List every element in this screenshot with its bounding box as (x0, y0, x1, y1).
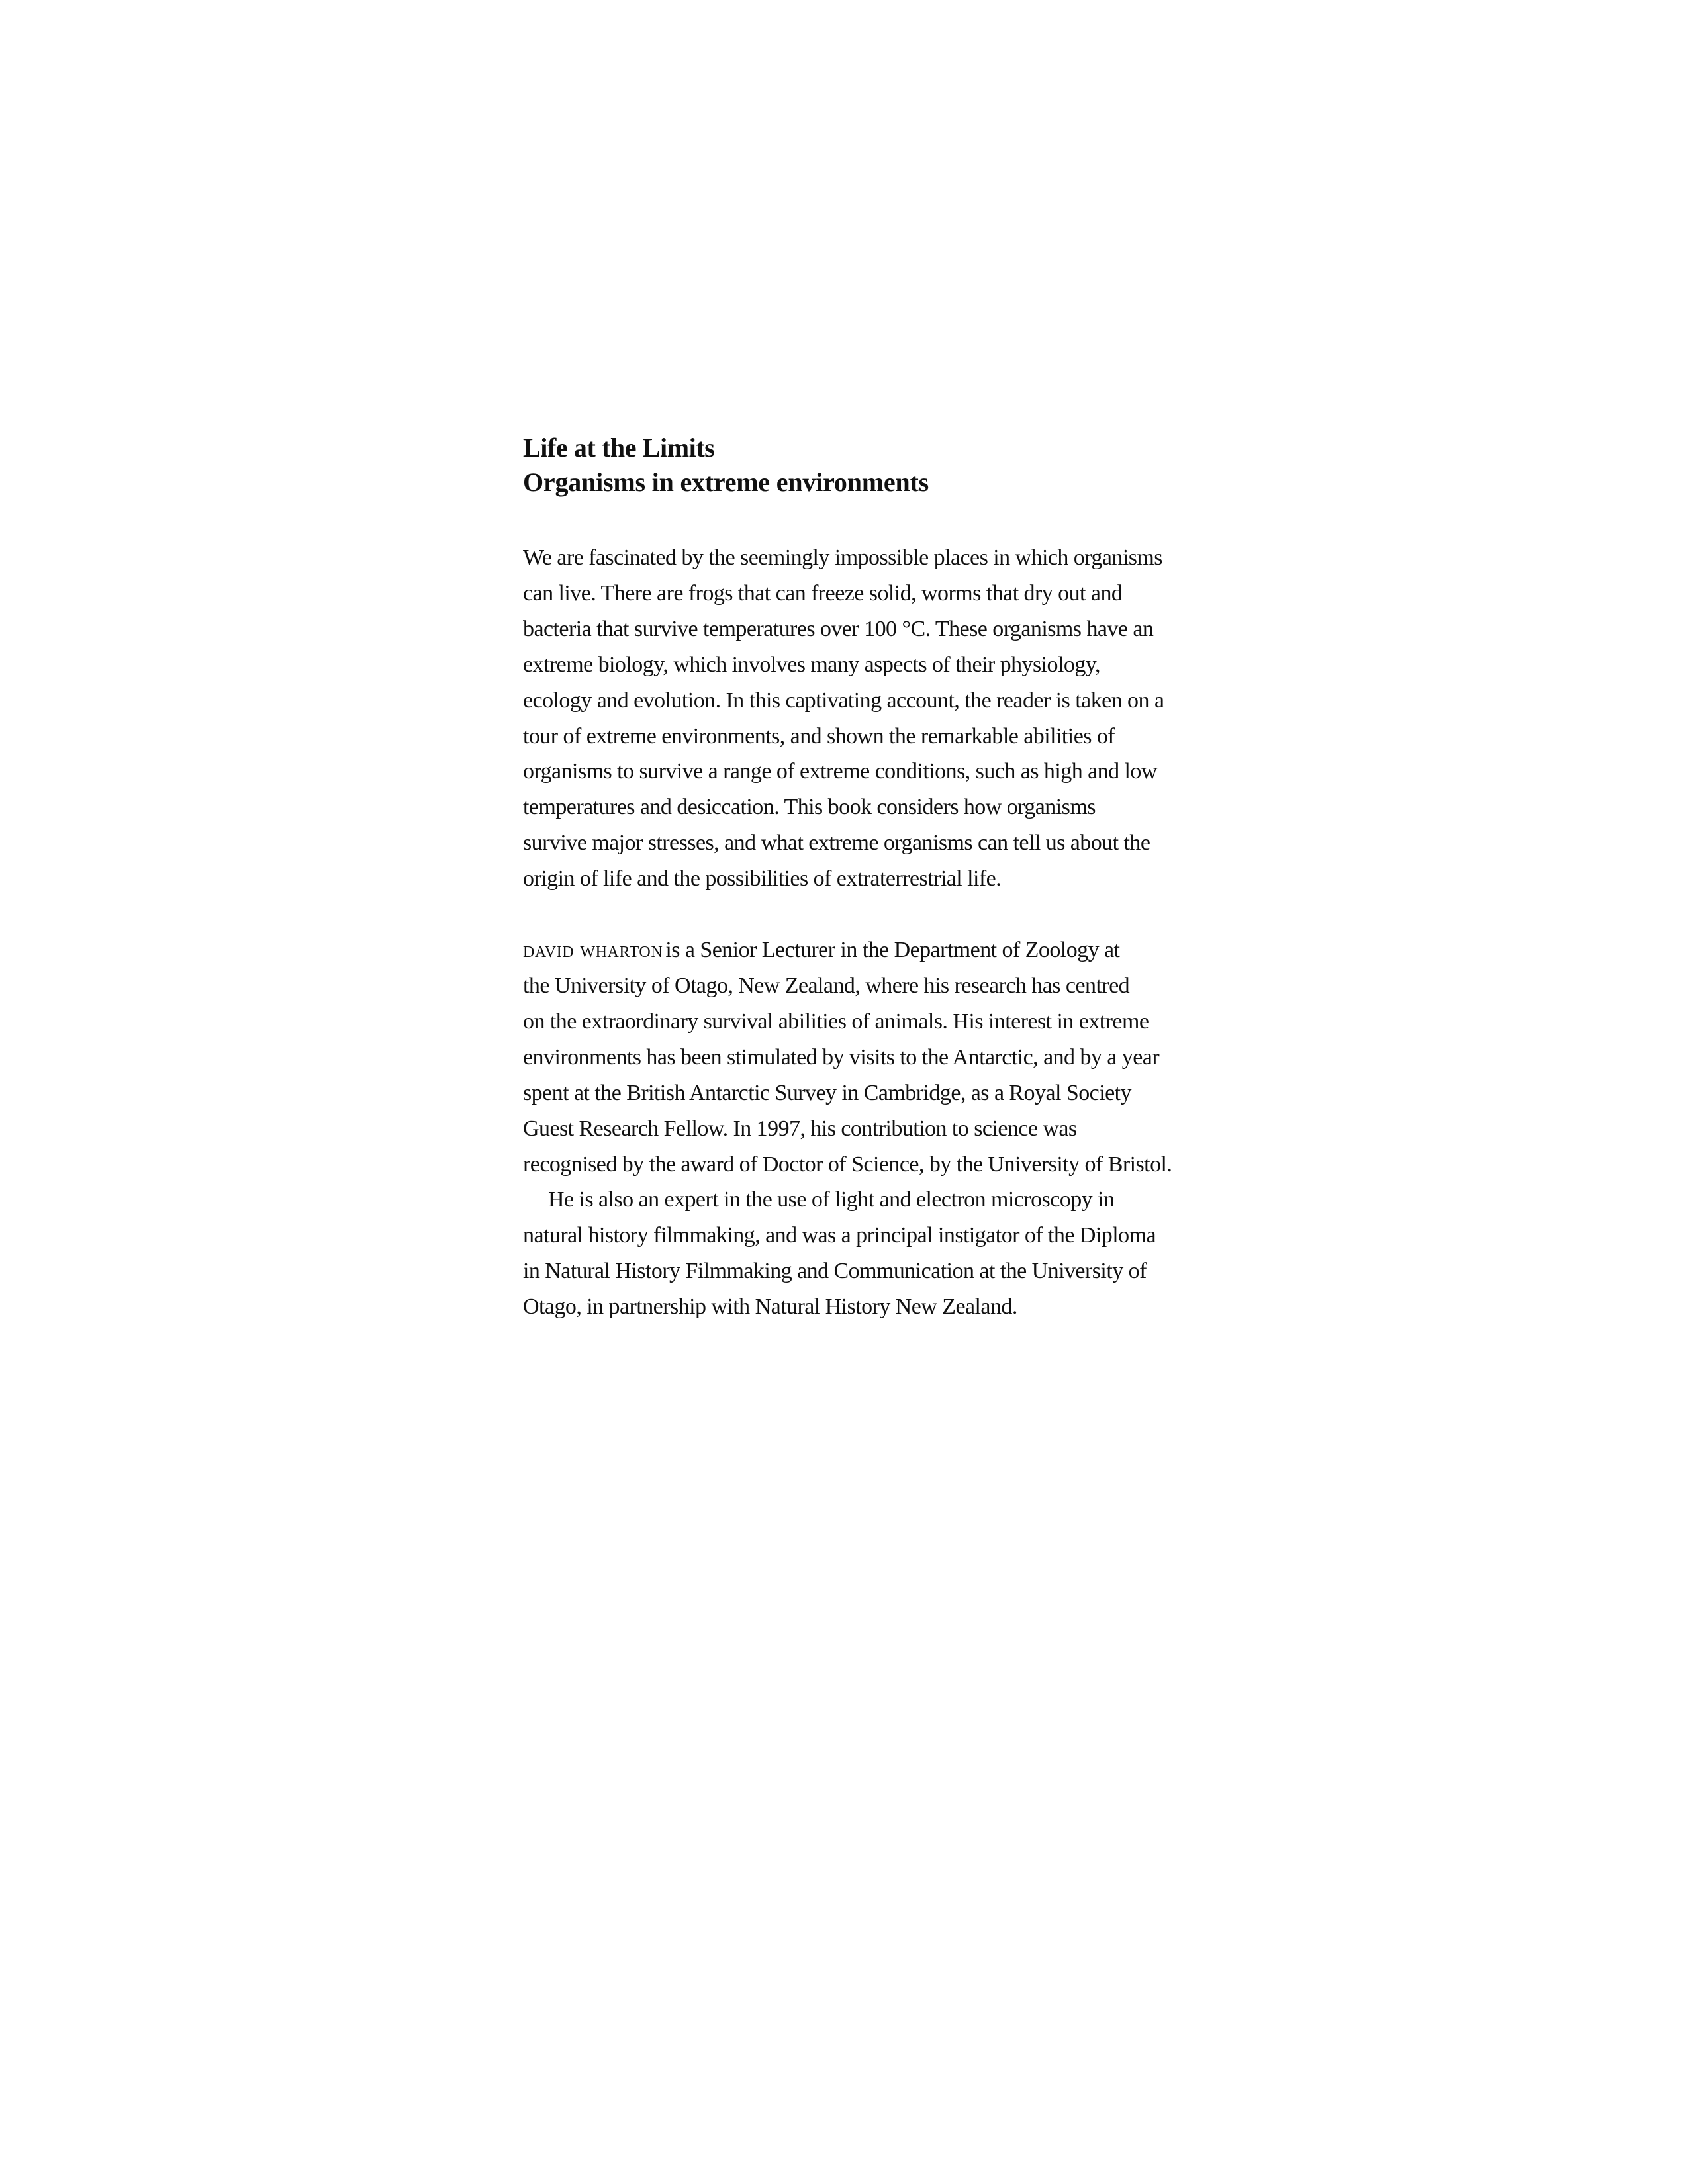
author-biography (523, 933, 1261, 1325)
blurb-line: organisms to survive a range of extreme conditions, such as high and low (523, 759, 1157, 784)
author-bio-line: the University of Otago, New Zealand, where his research has centred (523, 973, 1130, 998)
author-bio-line: Guest Research Fellow. In 1997, his contribution to science was (523, 1116, 1077, 1141)
author-bio-line: in Natural History Filmmaking and Communication at the University of (523, 1259, 1147, 1284)
author-bio-line: spent at the British Antarctic Survey in Cambridge, as a Royal Society (523, 1080, 1131, 1105)
blurb-line: extreme biology, which involves many aspects of their physiology, (523, 652, 1100, 677)
author-bio-line: Otago, in partnership with Natural History New Zealand. (523, 1295, 1017, 1320)
author-bio-text: is a Senior Lecturer in the Department of Zoology at (665, 938, 1120, 963)
author-bio-line (523, 933, 1261, 968)
blurb-line: origin of life and the possibilities of extraterrestrial life. (523, 866, 1002, 891)
author-bio-line: He is also an expert in the use of light and electron microscopy in (548, 1187, 1115, 1212)
blurb-line: ecology and evolution. In this captivating account, the reader is taken on a (523, 688, 1164, 713)
blurb-line: temperatures and desiccation. This book considers how organisms (523, 795, 1096, 820)
blurb-line: We are fascinated by the seemingly impossible places in which organisms (523, 545, 1162, 570)
book-title: Life at the Limits (523, 433, 715, 463)
blurb-line: tour of extreme environments, and shown the remarkable abilities of (523, 723, 1115, 749)
blurb-line: survive major stresses, and what extreme organisms can tell us about the (523, 831, 1150, 856)
book-blurb (523, 540, 1261, 897)
author-bio-line: natural history filmmaking, and was a principal instigator of the Diploma (523, 1223, 1156, 1248)
author-name: david wharton (523, 938, 663, 963)
author-bio-line: on the extraordinary survival abilities of animals. His interest in extreme (523, 1009, 1149, 1034)
blurb-line: bacteria that survive temperatures over 100 °C. These organisms have an (523, 616, 1154, 641)
book-description-page (523, 432, 1261, 1325)
blurb-line: can live. There are frogs that can freeze solid, worms that dry out and (523, 580, 1123, 606)
book-subtitle: Organisms in extreme environments (523, 467, 929, 497)
author-bio-line: environments has been stimulated by visits to the Antarctic, and by a year (523, 1044, 1160, 1069)
author-bio-line: recognised by the award of Doctor of Science, by the University of Bristol. (523, 1152, 1172, 1177)
